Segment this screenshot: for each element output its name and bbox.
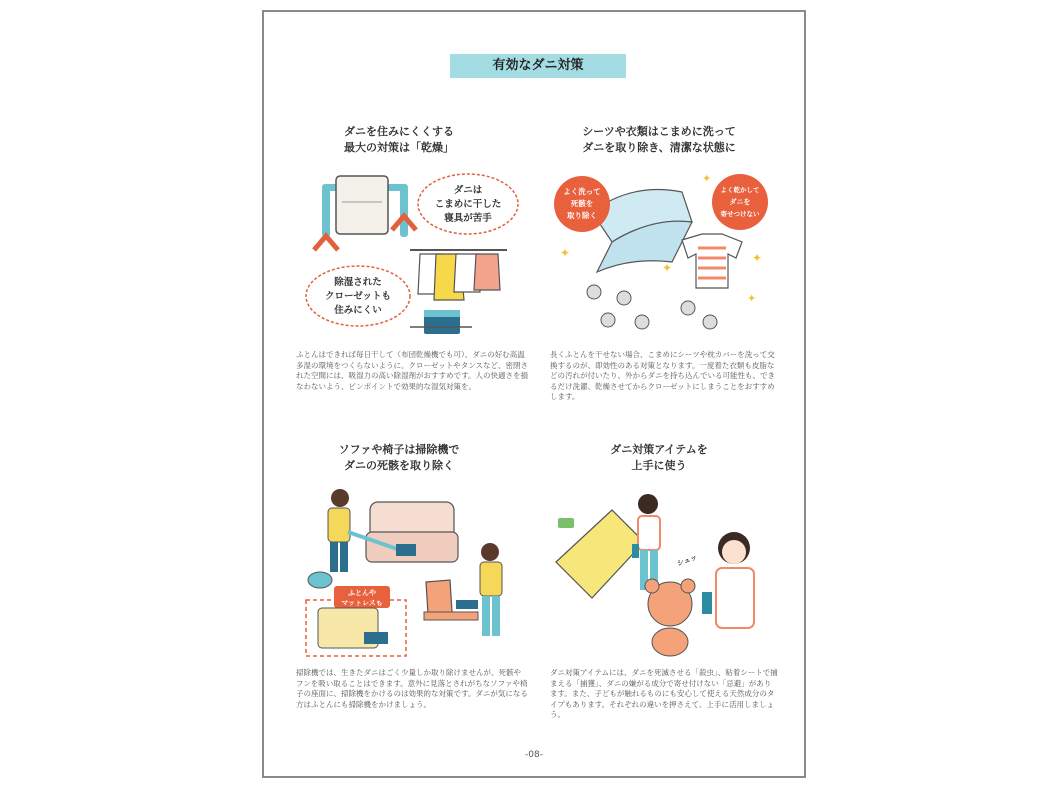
panel-3-heading <box>284 442 514 474</box>
person-4-face <box>722 540 746 564</box>
sparkle-icon: ✦ <box>702 172 712 185</box>
bubble-2-line1: 除湿された <box>334 277 382 288</box>
panel-2-heading-line1: シーツや衣類はこまめに洗って <box>582 125 736 138</box>
panel-4-heading <box>544 442 774 474</box>
panel-2-body: 長くふとんを干せない場合、こまめにシーツや枕カバーを洗って交換するのが、即効性のある対策となります。一度着た衣類も皮脂などの汚れが付いたり、外からダニを持ち込んでいる可能性も。できるだけ洗濯、乾燥させてからクローゼットにしまうことをおすすめします。 <box>550 350 775 401</box>
person-2-head <box>481 543 499 561</box>
tshirt-icon <box>682 234 742 288</box>
mite-icon <box>587 285 601 299</box>
panel-2-heading <box>544 124 774 156</box>
rack-post-right <box>400 187 408 237</box>
vacuum-body-icon <box>308 572 332 588</box>
spray-bottle-icon <box>632 544 639 558</box>
sparkle-icon: ✦ <box>560 246 571 260</box>
document-page <box>262 10 806 778</box>
bear-body <box>652 628 688 656</box>
sweater-pink-icon <box>474 254 500 290</box>
panel-1-body: ふとんはできれば毎日干して（布団乾燥機でも可）、ダニの好む高温多湿の環境をつくらないように。クローゼットやタンスなど、密閉された空間には、吸湿力の高い除湿剤がおすすめです。人の快適さを損なわないよう、ピンポイントで効果的な湿気対策を。 <box>296 350 528 391</box>
vacuum-head-icon <box>396 544 416 556</box>
panel-3-body: 掃除機では、生きたダニはごく少量しか取り除けませんが、死骸やフンを吸い取ることはできます。意外に見落とされがちなソファや椅子の座面に、掃除機をかけるのは効果的な対策です。ダニが気になる方はふとんにも掃除機をかけましょう。 <box>296 668 528 709</box>
bubble-1-line1: ダニは <box>453 185 483 196</box>
person-2-leg <box>492 596 500 636</box>
sparkle-icon: ✦ <box>752 251 763 265</box>
dehumidifier-lid <box>424 310 460 317</box>
tag-line1: ふとんや <box>348 589 376 597</box>
mite-icon <box>703 315 717 329</box>
sparkle-icon: ✦ <box>662 261 673 275</box>
mite-icon <box>635 315 649 329</box>
bubble-2-line2: クローゼットも <box>324 291 392 302</box>
badge-2-line3: 寄せつけない <box>720 210 760 218</box>
bubble-1-line2: こまめに干した <box>434 199 502 210</box>
spray-sound-text: シュッ <box>675 553 699 568</box>
panel-4-heading-line2: 上手に使う <box>631 459 687 472</box>
person-1-leg <box>340 542 348 572</box>
spray-bottle-2-icon <box>702 592 712 614</box>
badge-2-line1: よく乾かして <box>720 186 760 194</box>
panel-3-heading-line1: ソファや椅子は掃除機で <box>338 443 460 456</box>
badge-1-line3: 取り除く <box>567 211 597 220</box>
bear-ear <box>681 579 695 593</box>
panel-1-heading-line1: ダニを住みにくくする <box>344 125 454 138</box>
washing-illustration <box>552 162 774 337</box>
person-3-body <box>638 516 660 550</box>
panel-2-heading-line2: ダニを取り除き、清潔な状態に <box>582 141 736 154</box>
tag-line2: マットレスも <box>341 599 383 607</box>
page-number: -08- <box>525 750 543 760</box>
bear-ear <box>645 579 659 593</box>
trap-sheet-icon <box>558 518 574 528</box>
handheld-vacuum-icon <box>456 600 478 609</box>
person-3-head <box>638 494 658 514</box>
person-4-body <box>716 568 754 628</box>
mite-icon <box>617 291 631 305</box>
person-2-body <box>480 562 502 596</box>
chair-icon <box>426 580 452 614</box>
badge-2-line2: ダニを <box>729 198 751 206</box>
drying-illustration <box>302 162 522 332</box>
mite-icon <box>681 301 695 315</box>
badge-1-line1: よく洗って <box>563 187 601 196</box>
panel-1-heading <box>284 124 514 156</box>
panel-1-heading-line2: 最大の対策は「乾燥」 <box>344 141 454 154</box>
bubble-1-line3: 寝具が苦手 <box>444 213 492 224</box>
vacuum-head-2-icon <box>364 632 388 644</box>
panel-3-heading-line2: ダニの死骸を取り除く <box>344 459 454 472</box>
page-title: 有効なダニ対策 <box>450 54 626 78</box>
bubble-2-line3: 住みにくい <box>334 305 382 316</box>
rack-post-left <box>322 187 330 237</box>
person-1-leg <box>330 542 338 572</box>
person-1-head <box>331 489 349 507</box>
vacuum-illustration <box>300 482 522 660</box>
futon-icon <box>336 176 388 234</box>
rack-foot-left <box>314 236 338 250</box>
anti-mite-items-illustration <box>552 482 774 660</box>
person-2-leg <box>482 596 490 636</box>
sparkle-icon: ✦ <box>747 292 757 305</box>
mite-icon <box>601 313 615 327</box>
panel-4-body: ダニ対策アイテムには、ダニを死滅させる「殺虫」、粘着シートで捕まえる「捕獲」、ダニの嫌がる成分で寄せ付けない「忌避」があります。また、子どもが触れるものにも安心して使える天然成分のタイプもあります。それぞれの違いを押さえて、上手に活用しましょう。 <box>550 668 778 719</box>
chair-seat <box>424 612 478 620</box>
badge-1-line2: 死骸を <box>570 199 594 208</box>
panel-4-heading-line1: ダニ対策アイテムを <box>610 443 708 456</box>
person-1-body <box>328 508 350 542</box>
